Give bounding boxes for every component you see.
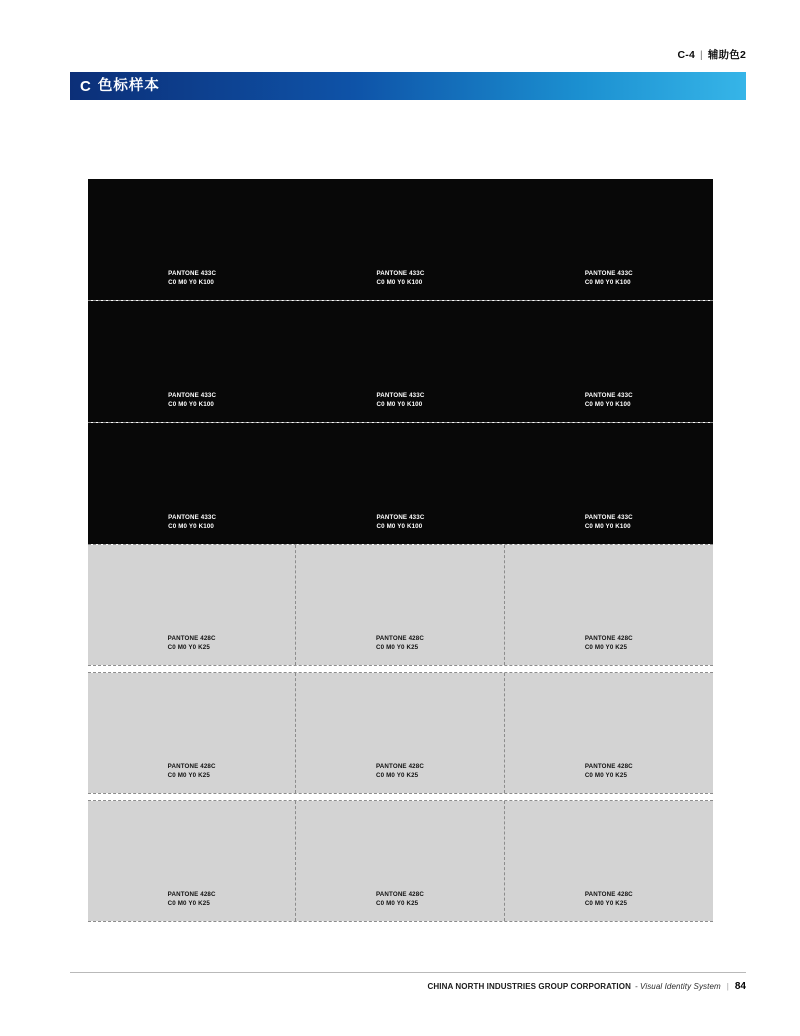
swatch-label: [168, 269, 216, 288]
swatch-cell-light: [88, 673, 296, 793]
swatch-row: [88, 672, 713, 794]
swatch-pantone: PANTONE 428C: [375, 634, 424, 642]
swatch-cmyk: C0 M0 Y0 K25: [584, 900, 628, 908]
swatch-cell-light: [296, 545, 504, 665]
swatch-cmyk: C0 M0 Y0 K25: [584, 772, 628, 780]
swatch-row: [88, 423, 713, 544]
swatch-pantone: PANTONE 433C: [584, 269, 633, 277]
swatch-row: [88, 544, 713, 666]
swatch-cell-dark: [296, 179, 504, 300]
swatch-cmyk: C0 M0 Y0 K100: [584, 523, 631, 531]
swatch-label: [585, 269, 633, 288]
swatch-cell-dark: [88, 423, 296, 544]
swatch-label: [168, 391, 216, 410]
swatch-cmyk: C0 M0 Y0 K100: [376, 279, 423, 287]
swatch-pantone: PANTONE 433C: [168, 391, 217, 399]
swatch-cmyk: C0 M0 Y0 K25: [167, 772, 210, 780]
swatch-label: [376, 269, 424, 288]
footer-divider: [70, 972, 746, 973]
header-code: C-4: [677, 49, 696, 61]
swatch-row: [88, 179, 713, 300]
swatch-cmyk: C0 M0 Y0 K25: [375, 644, 419, 652]
swatch-pantone: PANTONE 428C: [167, 634, 216, 642]
swatch-label: [376, 391, 424, 410]
color-swatch-grid: [88, 179, 713, 922]
swatch-cmyk: C0 M0 Y0 K25: [167, 644, 210, 652]
swatch-cmyk: C0 M0 Y0 K100: [168, 279, 215, 287]
swatch-cell-dark: [505, 423, 713, 544]
swatch-pantone: PANTONE 433C: [168, 513, 217, 521]
swatch-cell-light: [505, 801, 713, 921]
swatch-cell-light: [505, 673, 713, 793]
swatch-cell-dark: [296, 423, 504, 544]
swatch-cell-dark: [296, 301, 504, 422]
swatch-pantone: PANTONE 428C: [375, 762, 424, 770]
swatch-cell-dark: [505, 179, 713, 300]
swatch-cmyk: C0 M0 Y0 K25: [375, 900, 419, 908]
swatch-cmyk: C0 M0 Y0 K100: [376, 523, 423, 531]
footer-system: - Visual Identity System: [634, 982, 721, 991]
swatch-label: [168, 634, 216, 653]
swatch-pantone: PANTONE 433C: [168, 269, 217, 277]
page-title: 色标样本: [97, 77, 160, 94]
swatch-cell-light: [88, 545, 296, 665]
swatch-pantone: PANTONE 433C: [376, 391, 425, 399]
swatch-cell-light: [296, 673, 504, 793]
swatch-cmyk: C0 M0 Y0 K25: [375, 772, 419, 780]
page-footer: [428, 981, 746, 992]
header-divider: |: [700, 50, 703, 61]
swatch-cell-dark: [88, 301, 296, 422]
swatch-label: [168, 890, 216, 909]
swatch-pantone: PANTONE 428C: [584, 762, 633, 770]
swatch-pantone: PANTONE 428C: [375, 890, 424, 898]
section-letter: C: [80, 77, 91, 95]
swatch-cell-light: [296, 801, 504, 921]
footer-page-number: 84: [734, 981, 746, 992]
swatch-pantone: PANTONE 433C: [376, 513, 425, 521]
swatch-pantone: PANTONE 428C: [584, 634, 633, 642]
swatch-row: [88, 800, 713, 922]
swatch-label: [376, 634, 424, 653]
swatch-label: [168, 513, 216, 532]
swatch-cmyk: C0 M0 Y0 K100: [168, 401, 215, 409]
swatch-cmyk: C0 M0 Y0 K100: [584, 279, 631, 287]
swatch-cell-dark: [505, 301, 713, 422]
swatch-label: [585, 890, 633, 909]
swatch-cmyk: C0 M0 Y0 K25: [584, 644, 628, 652]
swatch-label: [168, 762, 216, 781]
footer-separator: |: [726, 982, 729, 991]
swatch-cell-light: [505, 545, 713, 665]
swatch-pantone: PANTONE 428C: [167, 762, 216, 770]
swatch-cell-dark: [88, 179, 296, 300]
swatch-label: [376, 762, 424, 781]
swatch-cell-light: [88, 801, 296, 921]
swatch-label: [585, 391, 633, 410]
swatch-pantone: PANTONE 433C: [584, 391, 633, 399]
footer-corporation: CHINA NORTH INDUSTRIES GROUP CORPORATION: [427, 982, 631, 991]
swatch-pantone: PANTONE 428C: [584, 890, 633, 898]
swatch-cmyk: C0 M0 Y0 K100: [584, 401, 631, 409]
swatch-label: [376, 513, 424, 532]
swatch-pantone: PANTONE 433C: [376, 269, 425, 277]
section-title-bar: [70, 72, 746, 100]
swatch-label: [585, 513, 633, 532]
swatch-label: [376, 890, 424, 909]
swatch-cmyk: C0 M0 Y0 K100: [168, 523, 215, 531]
swatch-pantone: PANTONE 428C: [167, 890, 216, 898]
page-header: [678, 47, 746, 62]
swatch-label: [585, 634, 633, 653]
swatch-cmyk: C0 M0 Y0 K100: [376, 401, 423, 409]
swatch-pantone: PANTONE 433C: [584, 513, 633, 521]
header-section-title: 辅助色2: [707, 49, 746, 61]
swatch-label: [585, 762, 633, 781]
swatch-row: [88, 301, 713, 422]
swatch-cmyk: C0 M0 Y0 K25: [167, 900, 210, 908]
